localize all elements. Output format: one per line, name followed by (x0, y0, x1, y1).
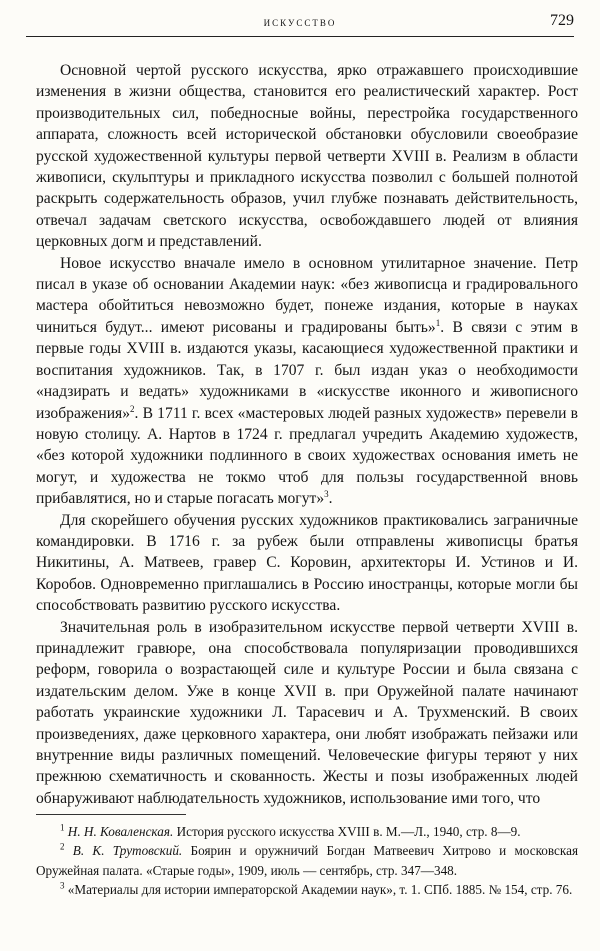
footnote-author: В. К. Трутовский. (72, 843, 183, 859)
footnote-text: История русского искусства XVIII в. М.—Л., 1940, стр. 8—9. (176, 824, 521, 839)
footnote-ref-1: 1 (435, 317, 441, 328)
paragraph-2-text-1: Новое искусство вначале имело в основном утилитарное значение. Петр писал в указе об основании Академии наук: «без живописца и градировального мастера обойтиться невозможно будет, понеже издания, которые в науках чиниться будут... имеют рисованы и градированы быть» (36, 254, 578, 336)
paragraph-4: Значительная роль в изобразительном искусстве первой четверти XVIII в. принадлежит гравюре, она способствовала популяризации проводившихся реформ, говорила о возрастающей силе и культуре России и была связана с издательским делом. Уже в конце XVII в. при Оружейной палате начинают работать украинские художники Л. Тарасевич и А. Трухменский. В своих произведениях, даже церковного характера, они любят изображать пейзажи или внутренние виды различных помещений. Человеческие фигуры теряют у них прежнюю схематичность и скованность. Жесты и позы изображенных людей обнаруживают наблюдательность художников, использование ими того, что (36, 618, 578, 807)
footnote-number: 3 (60, 880, 65, 891)
footnotes (36, 822, 578, 900)
paragraph-2-text-3: . В 1711 г. всех «мастеровых людей разных художеств» перевели в новую столицу. А. Нартов в 1724 г. предлагал учредить Академию художеств, «без которой художники подлинного в своих художествах основания иметь не могут, и художества не токмо чтоб для пользы государственной вновь прибавлятися, но и старые погасать могут» (36, 404, 578, 508)
page-number: 729 (550, 12, 574, 29)
footnote-separator (36, 814, 186, 815)
footnote-author: Н. Н. Коваленская. (67, 824, 174, 839)
page-header (26, 12, 574, 37)
paragraph-3: Для скорейшего обучения русских художников практиковались заграничные командировки. В 1716 г. за рубеж были отправлены живописцы братья Никитины, А. Матвеев, гравер С. Коровин, архитекторы И. Устинов и И. Коробов. Одновременно приглашались в Россию иностранцы, которые могли бы способствовать развитию русского искусства. (36, 511, 578, 615)
main-text (36, 60, 578, 809)
footnote-3 (36, 880, 578, 899)
footnote-number: 1 (60, 822, 65, 833)
footnote-1 (36, 822, 578, 841)
footnote-number: 2 (60, 842, 65, 853)
footnote-text: Боярин и оружничий Богдан Матвеевич Хитрово и московская Оружейная палата. «Старые годы», 1909, июль — сентябрь, стр. 347—348. (36, 843, 579, 878)
paragraph-2 (36, 253, 578, 510)
footnote-text: «Материалы для истории императорской Академии наук», т. 1. СПб. 1885. № 154, стр. 76. (67, 882, 573, 898)
footnote-ref-3: 3 (324, 488, 329, 499)
paragraph-1: Основной чертой русского искусства, ярко отражавшего происходившие изменения в жизни общества, становится его реалистический характер. Рост производительных сил, победносные войны, перестройка государственного аппарата, сложность всей исторической обстановки обусловили своеобразие русской художественной культуры первой четверти XVIII в. Реализм в области живописи, скульптуры и прикладного искусства позволил с большей полнотой раскрыть содержательность образов, учил глубже познавать действительность, отвечал задачам светского искусства, освобождавшего людей от влияния церковных догм и представлений. (36, 62, 578, 251)
paragraph-2-text-2: . В связи с этим в первые годы XVIII в. издаются указы, касающиеся художественной практики и воспитания художников. Так, в 1707 г. был издан указ о необходимости «надзирать и ведать» художниками в «искусстве иконного и живописного изображения» (36, 318, 579, 422)
footnote-2 (36, 841, 578, 880)
paragraph-2-text-4: . (328, 490, 333, 508)
running-title: искусство (263, 14, 337, 29)
footnote-ref-2: 2 (130, 403, 135, 414)
